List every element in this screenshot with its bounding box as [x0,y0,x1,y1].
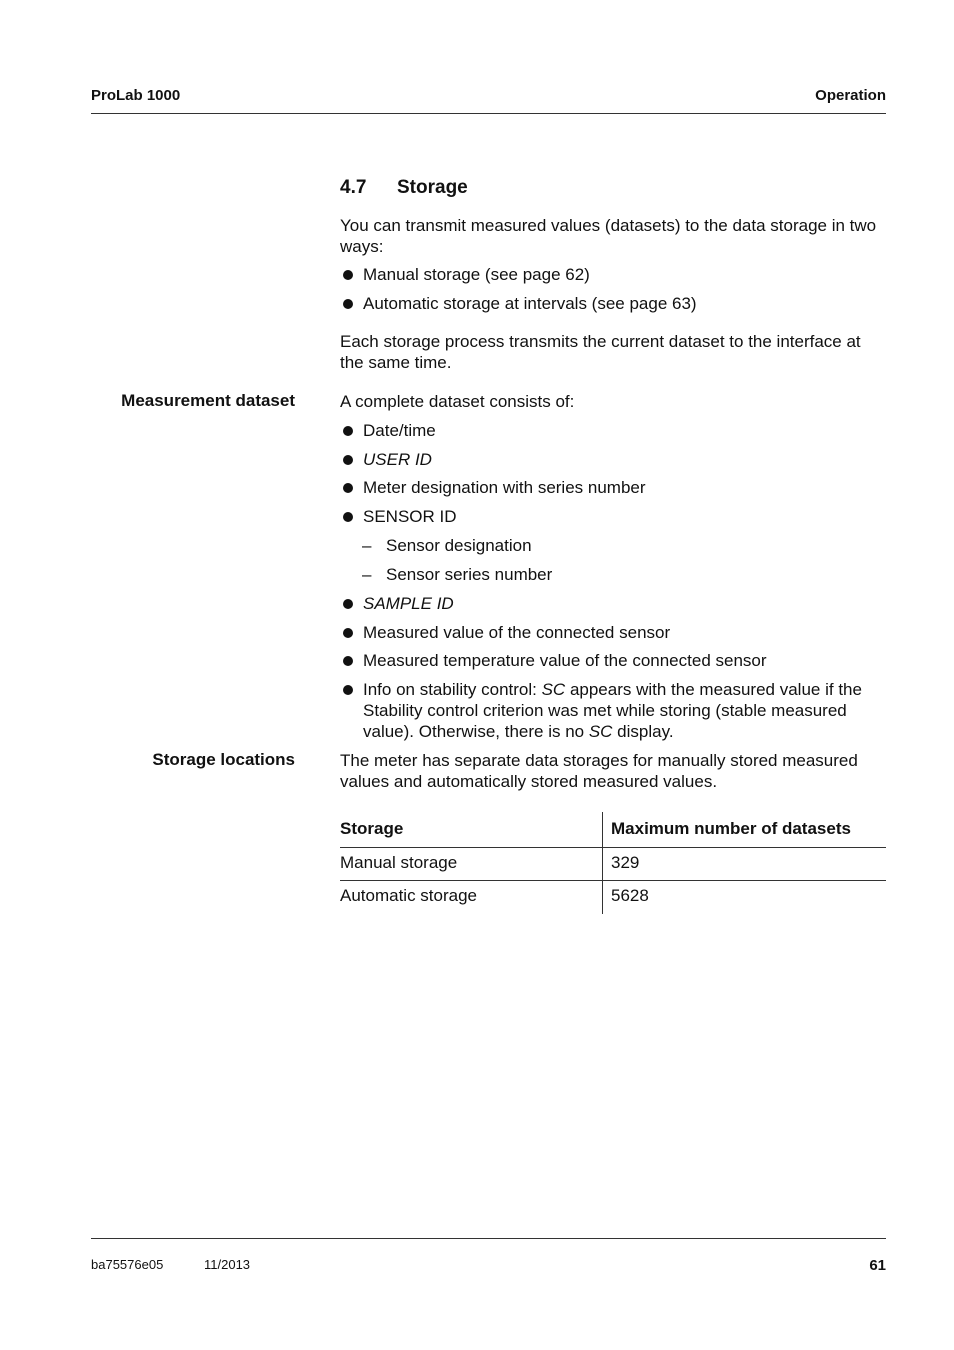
section-title: Storage [397,177,468,198]
table-header-max-datasets: Maximum number of datasets [611,819,851,838]
header-title: ProLab 1000 [91,87,181,104]
table-cell-storage: Automatic storage [340,886,478,905]
stability-text-a: Info on stability control: [363,680,542,699]
list-item-text: Date/time [363,421,436,440]
storage-table [340,812,886,914]
header-rule [91,113,886,114]
table-cell-count: 329 [611,853,640,872]
stability-text-b: appears with the measured value if the Stability control criterion was met while storing (stable measured value). Otherwise, there is no [363,680,862,741]
table-column-divider [602,812,603,914]
storage-locations-text: The meter has separate data storages for manually stored measured values and automatically stored measured values. [340,751,858,791]
bullet-icon [343,628,353,638]
intro-paragraph: You can transmit measured values (datasets) to the data storage in two ways: [340,216,877,256]
footer-date: 11/2013 [204,1257,251,1272]
dash-marker: – [362,565,372,584]
list-item-text: SAMPLE ID [363,594,454,613]
sub-list-item-text: Sensor series number [386,565,553,584]
bullet-icon [343,270,353,280]
page-number: 61 [869,1257,886,1274]
bullet-icon [343,483,353,493]
sc-term: SC [541,680,566,699]
table-cell-count: 5628 [611,886,649,905]
header-section: Operation [815,87,886,104]
stability-info-text [363,679,886,742]
footer-doc-id: ba75576e05 [91,1257,164,1272]
footer-rule [91,1238,886,1239]
bullet-icon [343,599,353,609]
sc-term: SC [588,722,613,741]
dataset-lead: A complete dataset consists of: [340,392,575,411]
table-header-storage: Storage [340,819,404,838]
table-cell-storage: Manual storage [340,853,458,872]
table-rule [340,880,886,881]
side-label-measurement-dataset: Measurement dataset [121,391,295,410]
stability-text-c: display. [612,722,674,741]
bullet-icon [343,512,353,522]
section-number: 4.7 [340,177,367,198]
dash-marker: – [362,536,372,555]
bullet-icon [343,656,353,666]
list-item-text: Measured temperature value of the connected sensor [363,651,767,670]
bullet-icon [343,299,353,309]
list-item-text: Measured value of the connected sensor [363,623,671,642]
bullet-icon [343,455,353,465]
storage-process-paragraph: Each storage process transmits the current dataset to the interface at the same time. [340,332,861,372]
bullet-icon [343,426,353,436]
list-item-text: SENSOR ID [363,507,457,526]
table-rule [340,847,886,848]
sub-list-item-text: Sensor designation [386,536,532,555]
list-item-text: USER ID [363,450,432,469]
list-item-text: Meter designation with series number [363,478,646,497]
side-label-storage-locations: Storage locations [152,750,295,769]
list-item-text: Automatic storage at intervals (see page 63) [363,294,697,313]
list-item-text: Manual storage (see page 62) [363,265,590,284]
bullet-icon [343,685,353,695]
